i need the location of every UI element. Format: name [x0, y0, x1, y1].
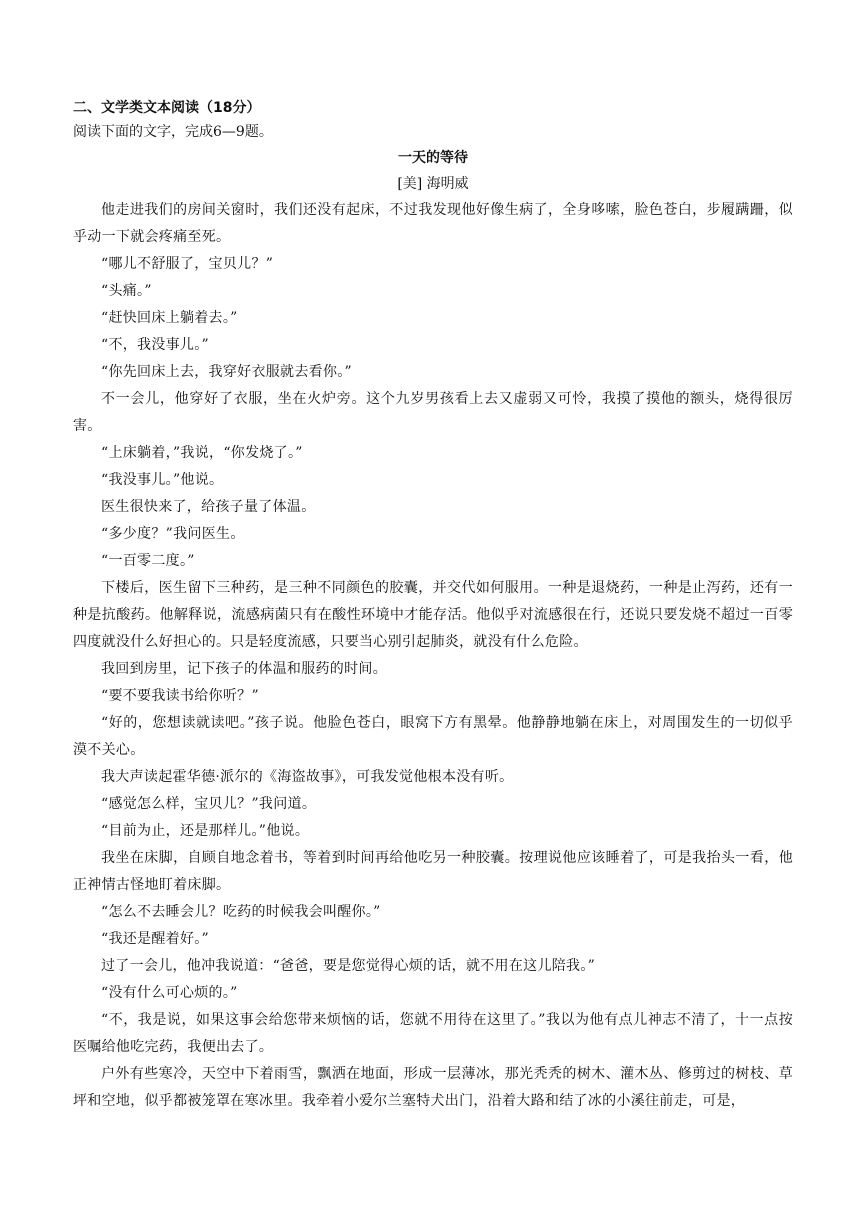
document-page	[73, 97, 793, 1115]
story-paragraph: “头痛。”	[101, 283, 152, 299]
story-paragraph: “不，我是说，如果这事会给您带来烦恼的话，您就不用待在这里了。”我以为他有点儿神志不清了，十一点按医嘱给他吃完药，我便出去了。	[73, 1012, 793, 1055]
story-author: [美] 海明威	[397, 176, 469, 192]
story-paragraph: “没有什么可心烦的。”	[101, 985, 238, 1001]
story-paragraph: 户外有些寒冷，天空中下着雨雪，飘洒在地面，形成一层薄冰，那光秃秃的树木、灌木丛、修剪过的树枝、草坪和空地，似乎都被笼罩在寒冰里。我牵着小爱尔兰塞特犬出门，沿着大路和结了冰的小溪往前走，可是，	[73, 1066, 793, 1109]
story-paragraph: “一百零二度。”	[101, 553, 195, 569]
story-paragraph: “怎么不去睡会儿？吃药的时候我会叫醒你。”	[101, 904, 381, 920]
story-paragraph: “目前为止，还是那样儿。”他说。	[101, 823, 310, 839]
story-paragraph: 我大声读起霍华德·派尔的《海盗故事》，可我发觉他根本没有听。	[101, 769, 514, 785]
story-paragraph: 我坐在床脚，自顾自地念着书，等着到时间再给他吃另一种胶囊。按理说他应该睡着了，可是我抬头一看，他正神情古怪地盯着床脚。	[73, 850, 793, 893]
story-body	[73, 197, 793, 1115]
section-heading: 二、文学类文本阅读（18分）	[73, 100, 261, 116]
story-paragraph: 不一会儿，他穿好了衣服，坐在火炉旁。这个九岁男孩看上去又虚弱又可怜，我摸了摸他的额头，烧得很厉害。	[73, 391, 793, 434]
story-paragraph: “感觉怎么样，宝贝儿？”我问道。	[101, 796, 317, 812]
story-paragraph: “不，我没事儿。”	[101, 337, 210, 353]
story-paragraph: “多少度？”我问医生。	[101, 526, 245, 542]
story-paragraph: 他走进我们的房间关窗时，我们还没有起床，不过我发现他好像生病了，全身哆嗦，脸色苍白，步履蹒跚，似乎动一下就会疼痛至死。	[73, 202, 793, 245]
story-paragraph: “我没事儿。”他说。	[101, 472, 224, 488]
reading-instruction: 阅读下面的文字，完成6—9题。	[73, 124, 273, 140]
story-paragraph: “上床躺着，”我说，“你发烧了。”	[101, 445, 303, 461]
story-paragraph: “哪儿不舒服了，宝贝儿？”	[101, 256, 274, 272]
story-paragraph: “赶快回床上躺着去。”	[101, 310, 238, 326]
story-paragraph: “我还是醒着好。”	[101, 931, 210, 947]
story-paragraph: “你先回床上去，我穿好衣服就去看你。”	[101, 364, 353, 380]
story-paragraph: 医生很快来了，给孩子量了体温。	[101, 499, 316, 515]
story-paragraph: 我回到房里，记下孩子的体温和服药的时间。	[101, 661, 387, 677]
story-paragraph: 过了一会儿，他冲我说道：“爸爸，要是您觉得心烦的话，就不用在这儿陪我。”	[101, 958, 596, 974]
story-title: 一天的等待	[398, 150, 468, 166]
story-paragraph: “要不要我读书给你听？”	[101, 688, 259, 704]
story-paragraph: 下楼后，医生留下三种药，是三种不同颜色的胶囊，并交代如何服用。一种是退烧药，一种是止泻药，还有一种是抗酸药。他解释说，流感病菌只有在酸性环境中才能存活。他似乎对流感很在行，还说只要发烧不超过一百零四度就没什么好担心的。只是轻度流感，只要当心别引起肺炎，就没有什么危险。	[73, 580, 793, 650]
story-paragraph: “好的，您想读就读吧。”孩子说。他脸色苍白，眼窝下方有黑晕。他静静地躺在床上，对周围发生的一切似乎漠不关心。	[73, 715, 793, 758]
